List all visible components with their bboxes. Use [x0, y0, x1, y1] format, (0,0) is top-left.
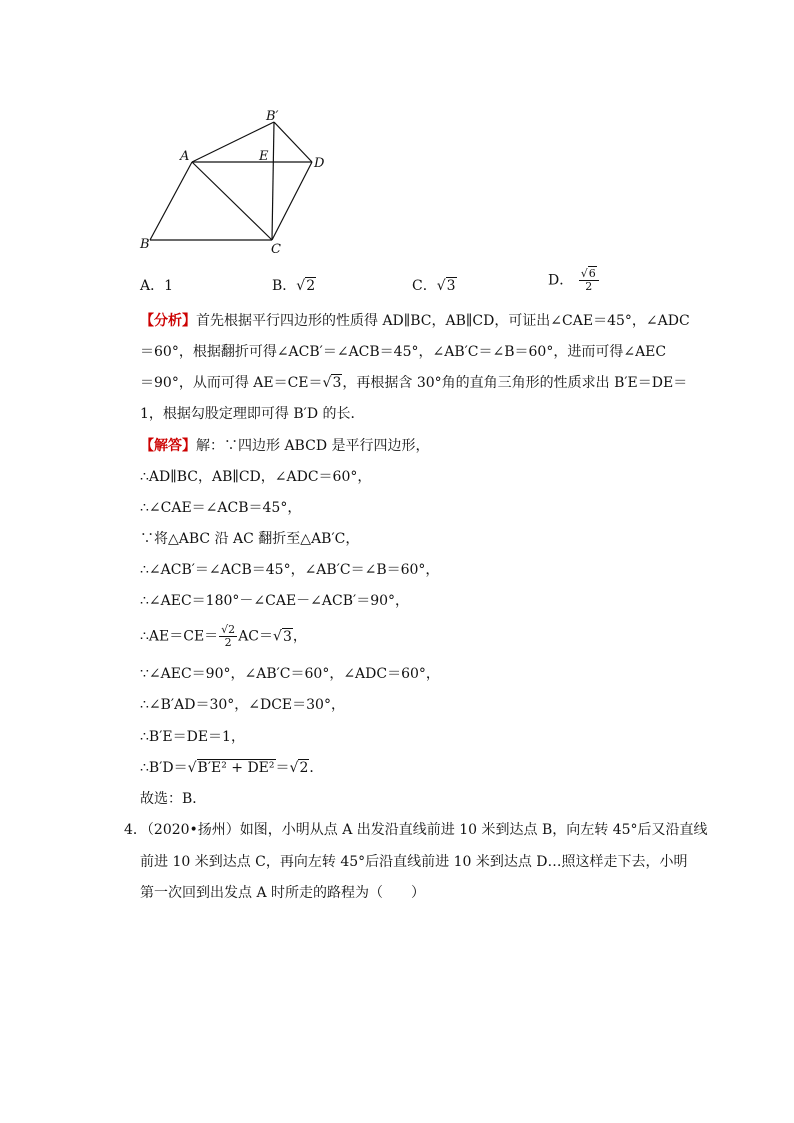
- solution-line-10: ∴B′E＝DE＝1，: [140, 729, 245, 745]
- option-b: B．√2: [272, 278, 316, 294]
- segment-ab: [150, 162, 192, 240]
- solution-line-4: ∵将△ABC 沿 AC 翻折至△AB′C，: [140, 531, 360, 547]
- question-4-line-2: 前进 10 米到达点 C，再向左转 45°后沿直线前进 10 米到达点 D…照这样走下去，小明: [140, 854, 688, 870]
- segment-dc: [272, 162, 312, 240]
- segment-ac: [192, 162, 272, 240]
- solution-tag: 【解答】: [140, 438, 196, 454]
- label-e: E: [259, 149, 269, 164]
- analysis-tag: 【分析】: [140, 313, 196, 329]
- label-d: D: [314, 156, 325, 171]
- solution-line-2: ∴AD∥BC，AB∥CD，∠ADC＝60°，: [140, 469, 372, 485]
- label-b-prime: B′: [266, 109, 279, 124]
- analysis-line-3: ＝90°，从而可得 AE＝CE＝√3，再根据含 30°角的直角三角形的性质求出 B′E＝DE＝: [140, 375, 688, 391]
- solution-line-8: ∵∠AEC＝90°，∠AB′C＝60°，∠ADC＝60°，: [140, 666, 440, 682]
- label-c: C: [271, 242, 281, 257]
- option-a: A．1: [140, 278, 174, 294]
- solution-line-12: 故选：B．: [140, 791, 207, 807]
- analysis-line-4: 1，根据勾股定理即可得 B′D 的长．: [140, 406, 365, 422]
- label-b: B: [140, 237, 150, 252]
- solution-line-1: 【解答】解：∵四边形 ABCD 是平行四边形，: [140, 438, 430, 454]
- solution-line-9: ∴∠B′AD＝30°，∠DCE＝30°，: [140, 697, 345, 713]
- question-4-line-3: 第一次回到出发点 A 时所走的路程为（ ）: [140, 885, 426, 901]
- analysis-line-1: 【分析】首先根据平行四边形的性质得 AD∥BC，AB∥CD，可证出∠CAE＝45°，∠ADC: [140, 313, 690, 329]
- option-c: C．√3: [412, 278, 456, 294]
- solution-line-3: ∴∠CAE＝∠ACB＝45°，: [140, 500, 302, 516]
- solution-line-5: ∴∠ACB′＝∠ACB＝45°，∠AB′C＝∠B＝60°，: [140, 562, 440, 578]
- geometry-diagram: [130, 100, 340, 260]
- option-d: D． $\frac{√6}{2}$: [548, 268, 600, 293]
- segment-b-prime-d: [274, 122, 312, 162]
- label-a: A: [180, 149, 190, 164]
- question-4-line-1: 4．（2020•扬州）如图，小明从点 A 出发沿直线前进 10 米到达点 B，向左转 45°后又沿直线: [124, 822, 708, 838]
- solution-line-7: ∴AE＝CE＝ $\frac{√2}{2}$ AC＝√3，: [140, 623, 307, 649]
- solution-line-6: ∴∠AEC＝180°－∠CAE－∠ACB′＝90°，: [140, 593, 410, 609]
- option-d-fraction: $\frac{√6}{2}$: [579, 268, 599, 293]
- segment-b-prime-c: [272, 122, 274, 240]
- analysis-line-2: ＝60°，根据翻折可得∠ACB′＝∠ACB＝45°，∠AB′C＝∠B＝60°，进而可得∠AEC: [140, 344, 667, 360]
- solution-line-11: ∴B′D＝√B′E² + DE²＝√2．: [140, 760, 324, 776]
